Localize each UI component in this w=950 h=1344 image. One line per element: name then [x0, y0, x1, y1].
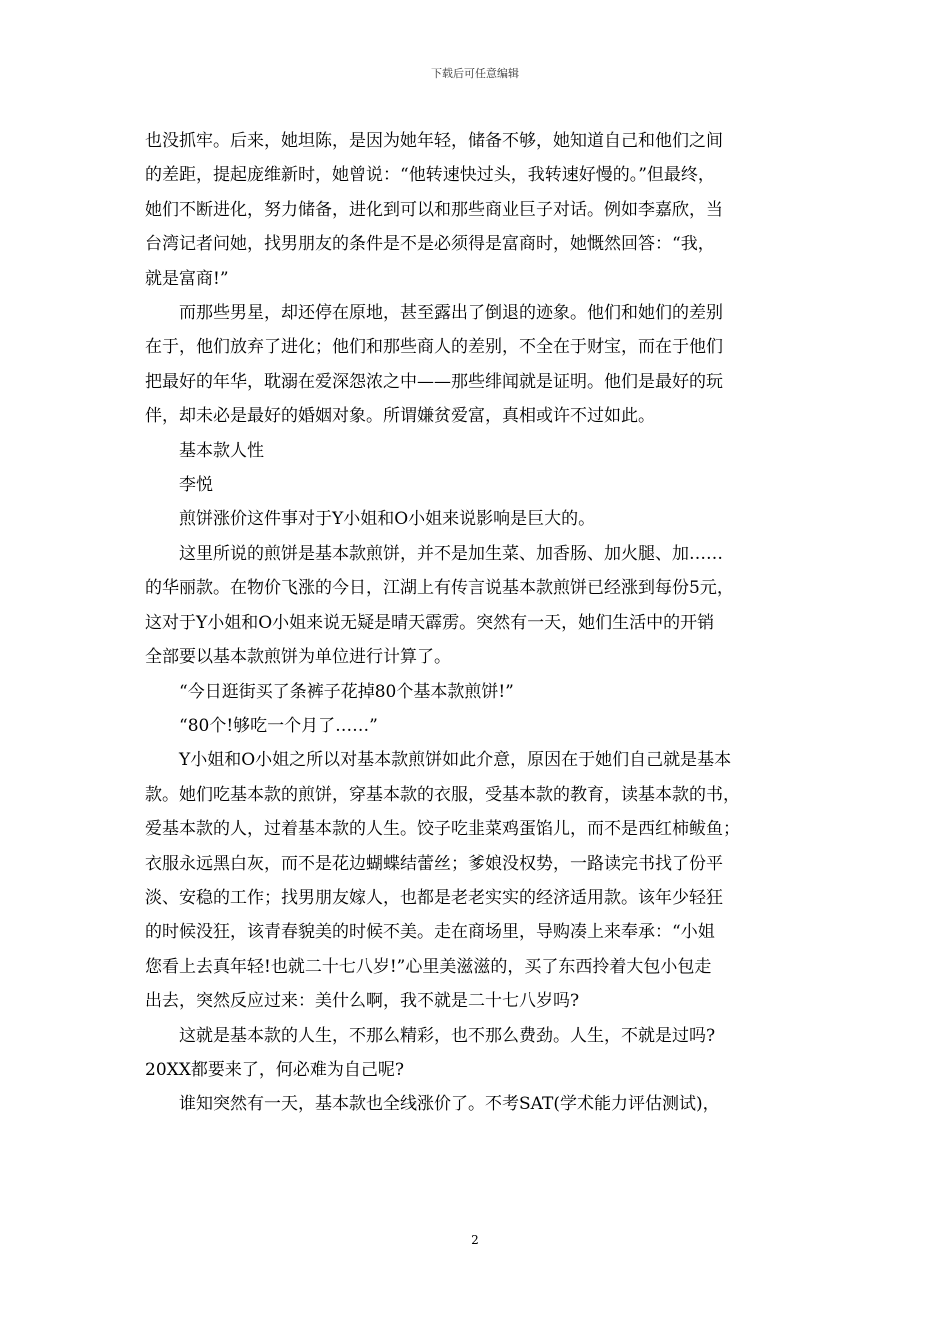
text-line: 的差距，提起庞维新时，她曾说：“他转速快过头，我转速好慢的。”但最终，: [145, 165, 715, 186]
text-line: 也没抓牢。后来，她坦陈，是因为她年轻，储备不够，她知道自己和他们之间: [145, 131, 723, 151]
text-line: “80个!够吃一个月了……”: [179, 715, 378, 736]
paragraph: [145, 434, 805, 468]
paragraph: [145, 537, 805, 675]
text-line: 衣服永远黑白灰，而不是花边蝴蝶结蕾丝；爹娘没权势，一路读完书找了份平: [145, 853, 723, 874]
paragraph: [145, 468, 805, 502]
text-line: 在于，他们放弃了进化；他们和那些商人的差别，不全在于财宝，而在于他们: [145, 337, 723, 358]
paragraph: [145, 502, 805, 536]
text-line: 淡、安稳的工作；找男朋友嫁人，也都是老老实实的经济适用款。该年少轻狂: [145, 887, 723, 908]
text-line: 出去，突然反应过来：美什么啊，我不就是二十七八岁吗?: [145, 991, 580, 1012]
text-line: 就是富商!”: [145, 268, 229, 289]
page-number: 2: [471, 1233, 479, 1247]
text-line: 她们不断进化，努力储备，进化到可以和那些商业巨子对话。例如李嘉欣，当: [145, 199, 723, 220]
text-line: 基本款人性: [179, 440, 264, 461]
text-line: 爱基本款的人，过着基本款的人生。饺子吃韭菜鸡蛋馅儿，而不是西红柿鲅鱼；: [145, 819, 740, 840]
text-line: “今日逛街买了条裤子花掉80个基本款煎饼!”: [179, 681, 514, 702]
paragraph: [145, 743, 805, 1018]
text-line: 这里所说的煎饼是基本款煎饼，并不是加生菜、加香肠、加火腿、加……: [179, 543, 723, 564]
paragraph: [145, 124, 805, 296]
text-line: 这对于Y小姐和O小姐来说无疑是晴天霹雳。突然有一天，她们生活中的开销: [145, 612, 715, 633]
text-line: 李悦: [179, 475, 213, 496]
text-line: 把最好的年华，耽溺在爱深怨浓之中——那些绯闻就是证明。他们是最好的玩: [145, 371, 723, 392]
text-line: 谁知突然有一天，基本款也全线涨价了。不考SAT(学术能力评估测试)，: [179, 1094, 720, 1115]
text-line: 您看上去真年轻!也就二十七八岁!”心里美滋滋的，买了东西拎着大包小包走: [145, 956, 712, 977]
page-header: 下载后可任意编辑: [431, 67, 519, 80]
text-line: 的时候没狂，该青春貌美的时候不美。走在商场里，导购凑上来奉承：“小姐: [145, 922, 715, 943]
text-line: 伴，却未必是最好的婚姻对象。所谓嫌贫爱富，真相或许不过如此。: [145, 406, 655, 427]
text-line: 20XX都要来了，何必难为自己呢?: [145, 1059, 404, 1080]
text-line: Y小姐和O小姐之所以对基本款煎饼如此介意，原因在于她们自己就是基本: [179, 750, 732, 771]
paragraph: [145, 675, 805, 709]
paragraph: [145, 1019, 805, 1088]
paragraph: [145, 709, 805, 743]
text-line: 台湾记者问她，找男朋友的条件是不是必须得是富商时，她慨然回答：“我，: [145, 234, 715, 255]
text-line: 煎饼涨价这件事对于Y小姐和O小姐来说影响是巨大的。: [179, 509, 596, 530]
paragraph: [145, 296, 805, 434]
text-line: 的华丽款。在物价飞涨的今日，江湖上有传言说基本款煎饼已经涨到每份5元，: [145, 578, 734, 599]
text-line: 款。她们吃基本款的煎饼，穿基本款的衣服，受基本款的教育，读基本款的书，: [145, 784, 740, 805]
document-body: [145, 124, 805, 1122]
text-line: 全部要以基本款煎饼为单位进行计算了。: [145, 647, 451, 668]
text-line: 而那些男星，却还停在原地，甚至露出了倒退的迹象。他们和她们的差别: [179, 303, 723, 324]
text-line: 这就是基本款的人生，不那么精彩，也不那么费劲。人生，不就是过吗?: [179, 1025, 716, 1046]
paragraph: [145, 1087, 805, 1121]
